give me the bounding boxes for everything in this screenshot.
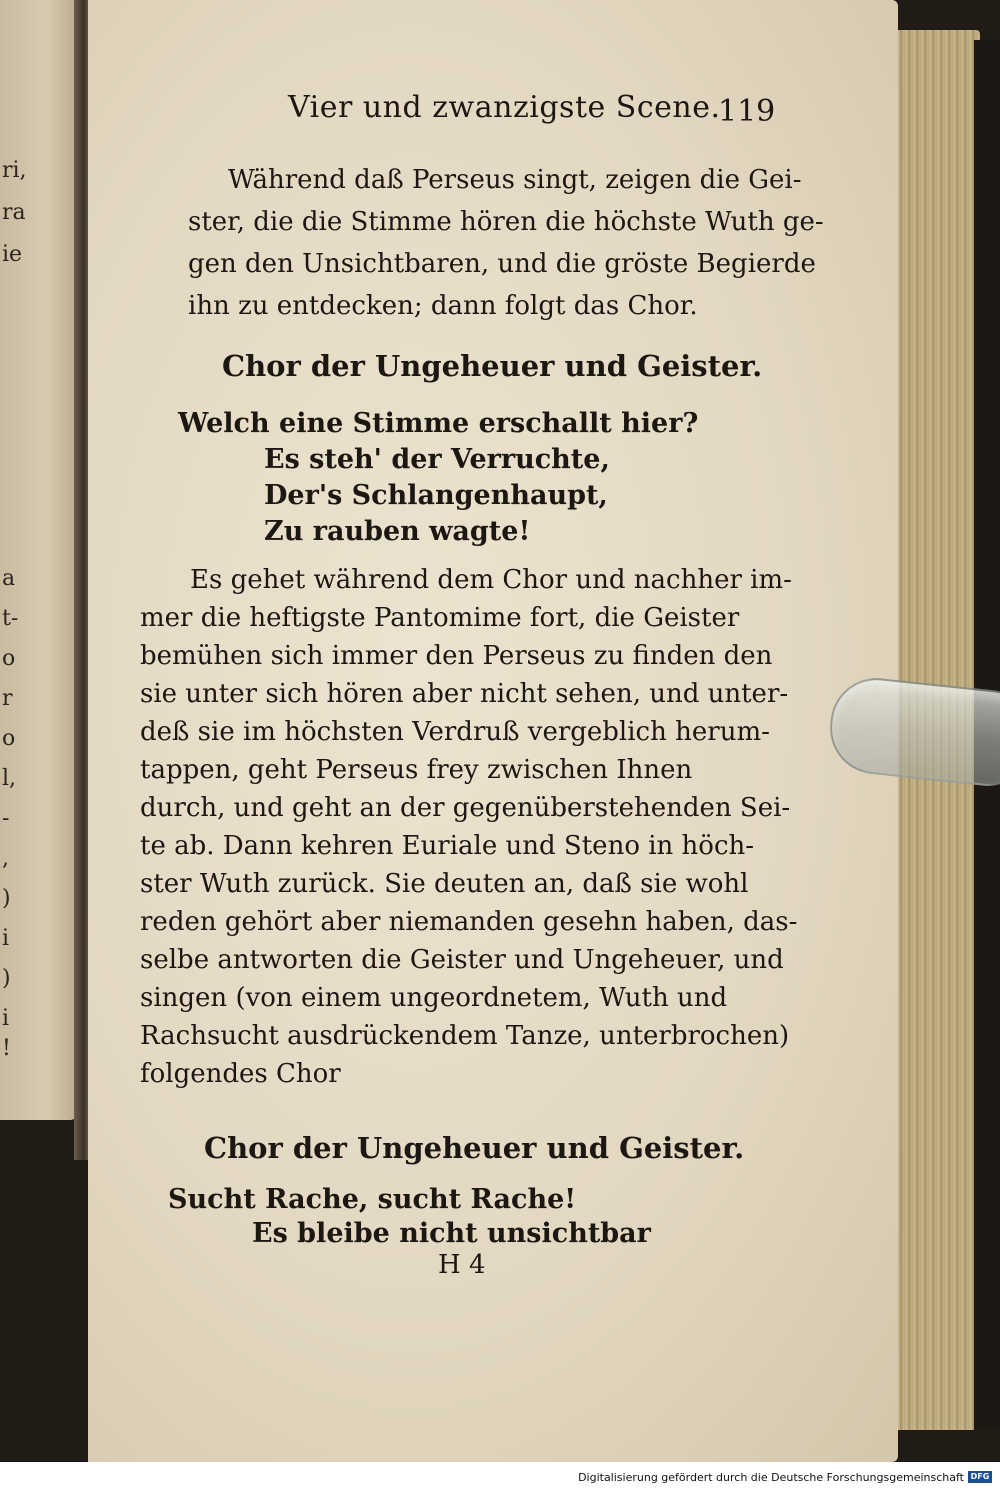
verse-line: Zu rauben wagte! xyxy=(264,516,531,547)
verse-line: Welch eine Stimme erschallt hier? xyxy=(178,408,699,439)
text-line: Während daß Perseus singt, zeigen die Gei- xyxy=(228,165,802,195)
previous-page-fragment: , xyxy=(2,846,9,871)
previous-page-fragment: i xyxy=(2,1006,10,1031)
previous-page-text-fragments xyxy=(0,0,78,1120)
dfg-logo: DFG xyxy=(968,1471,992,1483)
verse-line: Sucht Rache, sucht Rache! xyxy=(168,1184,577,1215)
previous-page-fragment: t- xyxy=(2,606,19,631)
previous-page-fragment: a xyxy=(2,566,16,591)
previous-page-fragment: ! xyxy=(2,1036,11,1061)
text-line: ihn zu entdecken; dann folgt das Chor. xyxy=(188,291,698,321)
previous-page-fragment: ) xyxy=(2,966,11,991)
previous-page-fragment: l, xyxy=(2,766,17,791)
text-line: sie unter sich hören aber nicht sehen, und unter- xyxy=(140,679,789,709)
text-line: te ab. Dann kehren Euriale und Steno in höch- xyxy=(140,831,755,861)
previous-page-fragment: r xyxy=(2,686,13,711)
text-line: tappen, geht Perseus frey zwischen Ihnen xyxy=(140,755,693,785)
text-line: reden gehört aber niemanden gesehn haben, das- xyxy=(140,907,798,937)
text-line: durch, und geht an der gegenüberstehenden Sei- xyxy=(140,793,791,823)
previous-page-fragment: i xyxy=(2,926,10,951)
text-line: folgendes Chor xyxy=(140,1059,341,1089)
previous-page-fragment: - xyxy=(2,806,10,831)
verse-line: Es bleibe nicht unsichtbar xyxy=(252,1218,651,1249)
previous-page-fragment: o xyxy=(2,646,16,671)
previous-page-fragment: ra xyxy=(2,200,26,225)
previous-page-fragment: ri, xyxy=(2,158,27,183)
text-line: mer die heftigste Pantomime fort, die Geister xyxy=(140,603,740,633)
text-line: gen den Unsichtbaren, und die gröste Begierde xyxy=(188,249,816,279)
footer-credit: Digitalisierung gefördert durch die Deutsche Forschungsgemeinschaft xyxy=(578,1471,964,1484)
text-line: singen (von einem ungeordnetem, Wuth und xyxy=(140,983,728,1013)
text-line: Es gehet während dem Chor und nachher im- xyxy=(190,565,792,595)
text-line: Rachsucht ausdrückendem Tanze, unterbrochen) xyxy=(140,1021,790,1051)
text-line: deß sie im höchsten Verdruß vergeblich herum- xyxy=(140,717,770,747)
text-line: bemühen sich immer den Perseus zu finden den xyxy=(140,641,773,671)
page-number: 119 xyxy=(718,94,776,129)
text-line: selbe antworten die Geister und Ungeheuer, und xyxy=(140,945,784,975)
verse-line: Es steh' der Verruchte, xyxy=(264,444,610,475)
signature-mark: H 4 xyxy=(438,1250,486,1280)
previous-page-fragment: ie xyxy=(2,242,23,267)
running-header: Vier und zwanzigste Scene. xyxy=(288,90,721,125)
book-page: Vier und zwanzigste Scene. 119 Während daß Perseus singt, zeigen die Gei- ster, die die Stimme hören die höchste Wuth ge- gen den Unsichtbaren, und die gröste Begierde ihn zu entdecken; dann folgt das Chor. Chor der Ungeheuer und Geister. Welch eine Stimme erschallt hier? Es steh' der Verruchte, Der's Schlangenhaupt, Zu rauben wagte! Es gehet während dem Chor und nachher im- mer die heftigste Pantomime fort, die Geister bemühen sich immer den Perseus zu finden den sie unter sich hören aber nicht sehen, und unter- deß sie im höchsten Verdruß vergeblich herum- tappen, geht Perseus frey zwischen Ihnen durch, und geht an der gegenüberstehenden Sei- te ab. Dann kehren Euriale und Steno in höch- ster Wuth zurück. Sie deuten an, daß sie wohl reden gehört aber niemanden gesehn haben, das- selbe antworten die Geister und Ungeheuer, und singen (von einem ungeordnetem, Wuth und Rachsucht ausdrückendem Tanze, unterbrochen) folgendes Chor Chor der Ungeheuer und Geister. Sucht Rache, sucht Rache! Es bleibe nicht unsichtbar H 4 xyxy=(88,0,898,1462)
footer-bar xyxy=(0,1462,1000,1492)
previous-page-fragment: ) xyxy=(2,886,11,911)
text-line: ster Wuth zurück. Sie deuten an, daß sie wohl xyxy=(140,869,749,899)
previous-page-fragment: o xyxy=(2,726,16,751)
text-line: ster, die die Stimme hören die höchste Wuth ge- xyxy=(188,207,824,237)
verse-line: Der's Schlangenhaupt, xyxy=(264,480,608,511)
previous-page-edge xyxy=(0,0,78,1120)
